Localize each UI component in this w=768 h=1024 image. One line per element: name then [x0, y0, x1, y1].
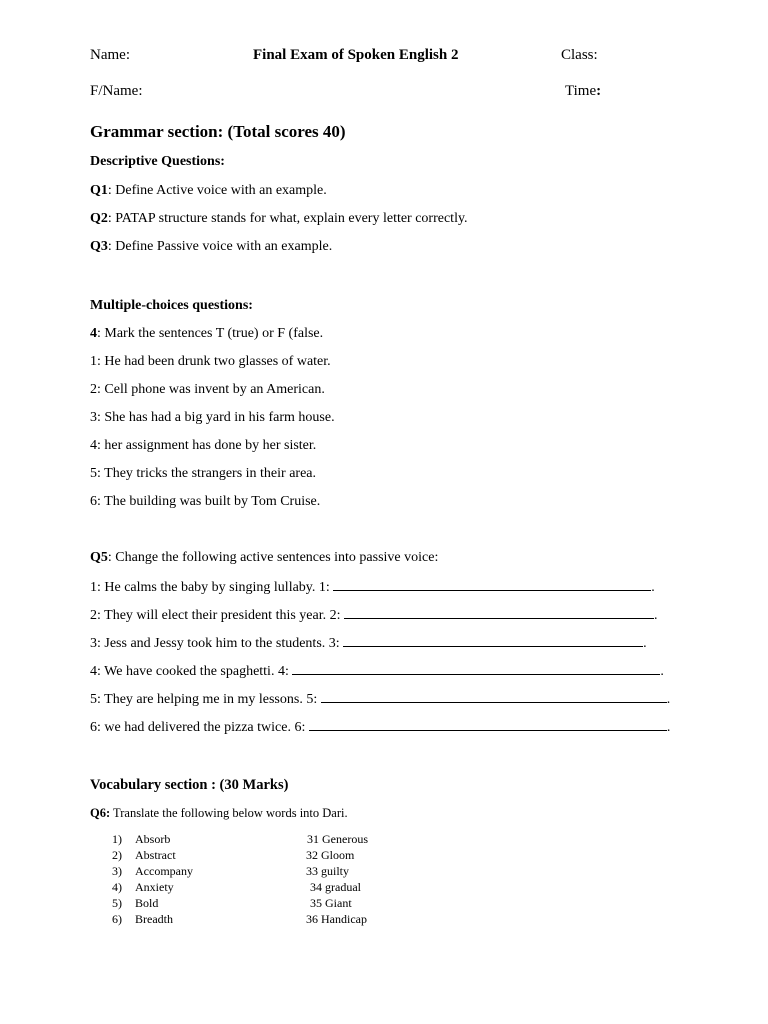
passive-sentence: 6: we had delivered the pizza twice. 6:: [90, 720, 309, 735]
question-q6: [90, 806, 348, 821]
question-number: Q3: [90, 239, 108, 254]
vocab-word: Accompany: [135, 864, 193, 878]
mcq-item: 3: She has had a big yard in his farm house.: [90, 410, 335, 425]
vocab-word: Anxiety: [135, 880, 174, 894]
vocab-word-right: 31 Generous: [307, 832, 368, 846]
mcq-item: 2: Cell phone was invent by an American.: [90, 382, 325, 397]
line-end: .: [654, 608, 658, 623]
answer-blank[interactable]: [321, 690, 667, 703]
mcq-heading: Multiple-choices questions:: [90, 298, 253, 313]
vocab-word-right: 35 Giant: [310, 896, 352, 910]
mcq-item: 4: her assignment has done by her sister.: [90, 438, 317, 453]
passive-item: [90, 606, 658, 624]
name-label: Name:: [90, 47, 130, 63]
line-end: .: [666, 720, 671, 735]
passive-sentence: 1: He calms the baby by singing lullaby. 1:: [90, 580, 334, 595]
vocab-num: 1): [112, 832, 122, 846]
vocab-word: Bold: [135, 896, 159, 910]
mcq-item: 6: The building was built by Tom Cruise.: [90, 494, 321, 509]
question-text: : Define Active voice with an example.: [107, 183, 327, 198]
father-name-label: F/Name:: [90, 83, 143, 99]
passive-sentence: 2: They will elect their president this year. 2:: [90, 608, 345, 623]
answer-blank[interactable]: [344, 606, 654, 619]
passive-sentence: 4: We have cooked the spaghetti. 4:: [90, 664, 293, 679]
passive-item: [90, 634, 647, 652]
vocab-word-right: 34 gradual: [310, 880, 361, 894]
passive-item: [90, 578, 655, 596]
vocab-num: 3): [112, 864, 122, 878]
passive-sentence: 3: Jess and Jessy took him to the students. 3:: [90, 636, 344, 651]
vocab-num: 5): [112, 896, 122, 910]
question-text: : Define Passive voice with an example.: [107, 239, 333, 254]
question-q3: [90, 239, 332, 255]
passive-item: [90, 662, 664, 680]
vocab-word: Absorb: [135, 832, 171, 846]
question-q2: [90, 211, 468, 227]
question-number: 4: [90, 326, 97, 341]
time-colon: :: [596, 83, 602, 99]
time-label-text: Time: [565, 83, 597, 99]
vocab-num: 6): [112, 912, 122, 926]
vocab-word: Breadth: [135, 912, 173, 926]
question-number: Q6:: [90, 806, 111, 820]
question-q5: [90, 550, 438, 566]
passive-item: [90, 718, 670, 736]
mcq-item: 5: They tricks the strangers in their area.: [90, 466, 316, 481]
vocab-word-right: 36 Handicap: [306, 912, 367, 926]
answer-blank[interactable]: [309, 718, 667, 731]
class-label: Class:: [561, 47, 598, 63]
vocab-num: 2): [112, 848, 122, 862]
line-end: .: [643, 636, 647, 651]
line-end: .: [651, 580, 655, 595]
line-end: .: [666, 692, 671, 707]
question-number: Q1: [90, 183, 108, 198]
time-label: [565, 83, 601, 100]
vocab-word-right: 33 guilty: [306, 864, 350, 878]
answer-blank[interactable]: [343, 634, 643, 647]
question-text: : Change the following active sentences into passive voice:: [107, 550, 439, 565]
passive-item: [90, 690, 670, 708]
question-number: Q2: [90, 211, 108, 226]
question-text: Translate the following below words into Dari.: [110, 806, 348, 820]
vocab-word: Abstract: [135, 848, 176, 862]
answer-blank[interactable]: [292, 662, 660, 675]
question-text: : Mark the sentences T (true) or F (false.: [97, 326, 324, 341]
vocab-num: 4): [112, 880, 122, 894]
descriptive-heading: Descriptive Questions:: [90, 154, 225, 169]
question-q1: [90, 183, 327, 199]
question-number: Q5: [90, 550, 108, 565]
mcq-intro: [90, 326, 323, 342]
answer-blank[interactable]: [333, 578, 651, 591]
passive-sentence: 5: They are helping me in my lessons. 5:: [90, 692, 321, 707]
vocab-heading: Vocabulary section : (30 Marks): [90, 777, 289, 793]
exam-title: Final Exam of Spoken English 2: [253, 47, 459, 63]
vocab-word-right: 32 Gloom: [306, 848, 355, 862]
mcq-item: 1: He had been drunk two glasses of water.: [90, 354, 331, 369]
question-text: : PATAP structure stands for what, explain every letter correctly.: [107, 211, 468, 226]
line-end: .: [660, 664, 664, 679]
grammar-heading: Grammar section: (Total scores 40): [90, 122, 346, 141]
